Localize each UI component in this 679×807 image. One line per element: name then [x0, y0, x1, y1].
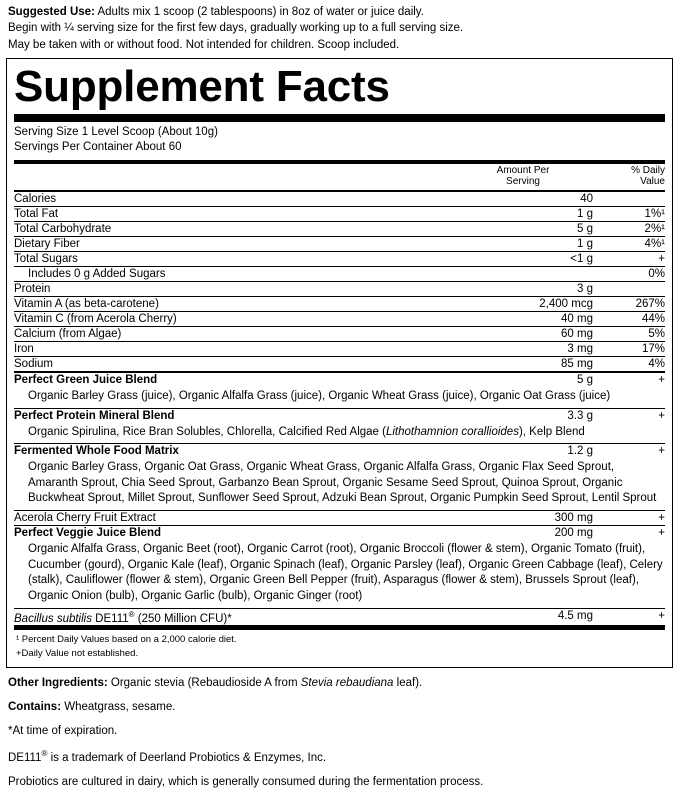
nutrient-row	[14, 251, 665, 266]
nutrient-row	[14, 191, 665, 207]
title-divider	[14, 114, 665, 122]
blend-ingredients: Organic Barley Grass, Organic Oat Grass, Organic Wheat Grass, Organic Alfalfa Grass, Organic Flax Seed Sprout, Amaranth Sprout, Chia Seed Sprout, Garbanzo Bean Sprout, Organic Sesame Seed Sprout, Quinoa Sprout, Organic Buckwheat Sprout, Millet Sprout, Sunflower Seed Sprout, Adzuki Bean Sprout, Organic Pumpkin Seed Sprout, Lentil Sprout	[14, 458, 665, 510]
blend-ingredients-row	[14, 458, 665, 510]
blend-name: Acerola Cherry Fruit Extract	[14, 511, 453, 526]
blend-amount: 3.3 g	[567, 409, 593, 422]
nutrient-name: Iron	[14, 341, 453, 356]
nutrient-row	[14, 206, 665, 221]
nutrient-daily-value: +	[603, 251, 665, 266]
header-amount-line2: Serving	[506, 176, 540, 188]
contains-text: Wheatgrass, sesame.	[61, 701, 176, 714]
blend-row	[14, 408, 665, 423]
blend-ingredients: Organic Barley Grass (juice), Organic Alfalfa Grass (juice), Organic Wheat Grass (juice), Organic Oat Grass (juice)	[14, 387, 665, 408]
suggested-use-line-2: Begin with ¼ serving size for the first few days, gradually working up to a full serving size.	[8, 22, 464, 35]
contains-line	[8, 699, 671, 716]
nutrient-row	[14, 326, 665, 341]
nutrient-amount: 85 mg	[453, 356, 603, 372]
nutrient-daily-value: 267%	[603, 296, 665, 311]
nutrient-row	[14, 311, 665, 326]
nutrient-amount: 60 mg	[453, 326, 603, 341]
blend-daily-value: +	[658, 373, 665, 386]
panel-title: Supplement Facts	[14, 61, 390, 111]
blend-row	[14, 511, 665, 526]
table-header-row	[14, 164, 665, 191]
nutrient-name: Dietary Fiber	[14, 236, 453, 251]
blend-name: Fermented Whole Food Matrix	[14, 445, 179, 458]
blend-amount: 4.5 mg	[453, 608, 603, 628]
blend-daily-value: +	[658, 527, 665, 540]
nutrient-daily-value: 17%	[603, 341, 665, 356]
nutrient-amount: 2,400 mcg	[453, 296, 603, 311]
nutrient-name: Vitamin C (from Acerola Cherry)	[14, 311, 453, 326]
nutrient-row	[14, 341, 665, 356]
trademark-note: DE111® is a trademark of Deerland Probiotics & Enzymes, Inc.	[8, 748, 327, 764]
nutrient-daily-value: 4%	[603, 356, 665, 372]
blend-rows	[14, 372, 665, 628]
nutrient-row	[14, 296, 665, 311]
footnote-daily-value: ¹ Percent Daily Values based on a 2,000 calorie diet.	[16, 634, 237, 646]
nutrient-daily-value: 4%¹	[603, 236, 665, 251]
blend-ingredients-row	[14, 423, 665, 444]
nutrient-name: Total Carbohydrate	[14, 221, 453, 236]
nutrient-amount: 3 g	[453, 281, 603, 296]
nutrient-row	[14, 236, 665, 251]
blend-row	[14, 444, 665, 459]
nutrient-amount: 1 g	[453, 236, 603, 251]
blend-name: Perfect Veggie Juice Blend	[14, 527, 162, 540]
nutrient-daily-value: 1%¹	[603, 206, 665, 221]
blend-row	[14, 372, 665, 387]
nutrient-daily-value: 0%	[603, 266, 665, 281]
blend-ingredients-row	[14, 540, 665, 608]
blend-name: Perfect Green Juice Blend	[14, 373, 158, 386]
nutrient-name: Total Sugars	[14, 251, 453, 266]
header-daily-value	[603, 164, 665, 191]
servings-per-container: Servings Per Container About 60	[14, 141, 182, 154]
other-ingredients-label: Other Ingredients:	[8, 676, 108, 689]
nutrient-name: Protein	[14, 281, 453, 296]
suggested-use-line-1	[8, 4, 671, 20]
suggested-use-label: Suggested Use:	[8, 6, 95, 18]
nutrient-name: Vitamin A (as beta-carotene)	[14, 296, 453, 311]
header-amount-line1: Amount Per	[496, 164, 550, 176]
expiration-note: *At time of expiration.	[8, 725, 118, 738]
blend-amount: 5 g	[577, 373, 593, 386]
nutrient-amount: <1 g	[453, 251, 603, 266]
nutrition-table	[14, 164, 665, 630]
blend-daily-value: +	[658, 409, 665, 422]
panel-footnotes	[16, 633, 665, 661]
serving-size: Serving Size 1 Level Scoop (About 10g)	[14, 125, 218, 138]
nutrient-daily-value: 44%	[603, 311, 665, 326]
nutrient-name: Calories	[14, 191, 453, 207]
blend-daily-value: +	[603, 608, 665, 628]
nutrient-name: Includes 0 g Added Sugars	[14, 266, 453, 281]
blend-name: Bacillus subtilis DE111® (250 Million CFU)*	[14, 608, 453, 628]
other-ingredients-text: Organic stevia (Rebaudioside A from Stevia rebaudiana leaf).	[107, 676, 423, 689]
nutrient-amount: 40 mg	[453, 311, 603, 326]
blend-amount: 1.2 g	[567, 445, 593, 458]
nutrient-row	[14, 221, 665, 236]
blend-name: Perfect Protein Mineral Blend	[14, 409, 175, 422]
blend-ingredients: Organic Spirulina, Rice Bran Solubles, Chlorella, Calcified Red Algae (Lithothamnion corallioides), Kelp Blend	[14, 423, 665, 444]
blend-amount: 300 mg	[453, 511, 603, 526]
nutrient-row	[14, 281, 665, 296]
header-dv-line2: Value	[640, 176, 665, 188]
header-dv-line1: % Daily	[631, 164, 665, 176]
nutrient-name: Calcium (from Algae)	[14, 326, 453, 341]
blend-amount: 200 mg	[554, 527, 593, 540]
nutrient-amount	[453, 266, 603, 281]
suggested-use-line-3: May be taken with or without food. Not intended for children. Scoop included.	[8, 38, 400, 51]
nutrient-daily-value	[603, 281, 665, 296]
nutrient-name: Sodium	[14, 356, 453, 372]
nutrient-daily-value	[603, 191, 665, 207]
below-panel-notes	[8, 675, 671, 791]
header-spacer	[14, 164, 453, 191]
nutrient-rows	[14, 191, 665, 372]
nutrient-amount: 1 g	[453, 206, 603, 221]
nutrient-daily-value: 2%¹	[603, 221, 665, 236]
nutrient-amount: 3 mg	[453, 341, 603, 356]
nutrient-row	[14, 266, 665, 281]
suggested-use-block	[8, 4, 671, 53]
nutrient-amount: 5 g	[453, 221, 603, 236]
supplement-facts-panel	[6, 58, 673, 668]
blend-row	[14, 608, 665, 628]
blend-ingredients-row	[14, 387, 665, 408]
suggested-use-text-1: Adults mix 1 scoop (2 tablespoons) in 8oz of water or juice daily.	[94, 6, 424, 18]
blend-ingredients: Organic Alfalfa Grass, Organic Beet (root), Organic Carrot (root), Organic Broccoli (flower & stem), Organic Tomato (fruit), Cucumber (gourd), Organic Kale (leaf), Organic Spinach (leaf), Organic Parsley (leaf), Organic Green Cabbage (leaf), Celery (stalk), Cauliflower (flower & stem), Organic Green Bell Pepper (fruit), Asparagus (flower & stem), Brussels Sprout (leaf), Organic Onion (bulb), Organic Garlic (bulb), Organic Ginger (root)	[14, 540, 665, 608]
blend-daily-value: +	[603, 511, 665, 526]
blend-daily-value: +	[658, 445, 665, 458]
serving-info	[14, 125, 665, 156]
other-ingredients	[8, 675, 671, 692]
nutrient-name: Total Fat	[14, 206, 453, 221]
blend-row	[14, 526, 665, 541]
header-amount-per-serving	[453, 164, 603, 191]
contains-label: Contains:	[8, 701, 62, 714]
footnote-not-established: +Daily Value not established.	[16, 648, 139, 660]
nutrient-amount: 40	[453, 191, 603, 207]
nutrient-row	[14, 356, 665, 372]
nutrient-daily-value: 5%	[603, 326, 665, 341]
probiotics-note: Probiotics are cultured in dairy, which is generally consumed during the fermentation process.	[8, 775, 484, 788]
